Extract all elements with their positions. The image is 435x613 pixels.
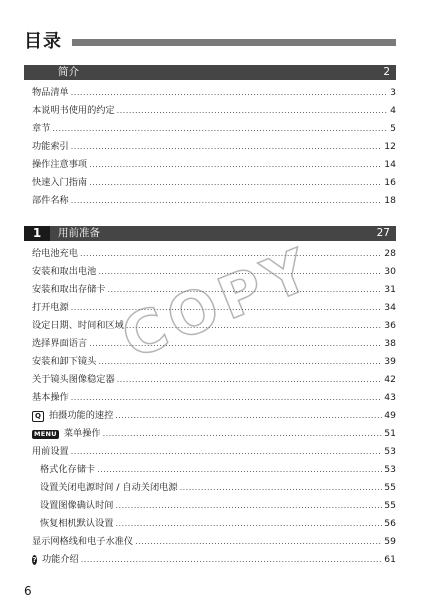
toc-item-label: 本说明书使用的约定: [32, 105, 115, 116]
toc-item[interactable]: [32, 335, 396, 353]
leader-dots: [71, 138, 383, 156]
title-bar-decoration: [72, 39, 396, 46]
leader-dots: [71, 389, 383, 407]
leader-dots: [98, 353, 382, 371]
toc-item[interactable]: [32, 389, 396, 407]
toc-item-label: 选择界面语言: [32, 338, 88, 349]
toc-item-label: 设定日期、时间和区域: [32, 320, 124, 331]
toc-item-page: 34: [384, 302, 396, 313]
quick-control-icon: Q: [32, 411, 44, 422]
toc-item-page: 36: [384, 320, 396, 331]
toc-item[interactable]: [32, 174, 396, 192]
section-title: 用前准备: [58, 227, 100, 239]
section-header-preparation[interactable]: [24, 226, 396, 241]
toc-item-label: 安装和取出存储卡: [32, 284, 106, 295]
leader-dots: [89, 174, 382, 192]
toc-item-page: 43: [384, 392, 396, 403]
toc-item[interactable]: [32, 263, 396, 281]
leader-dots: [80, 245, 382, 263]
leader-dots: [89, 156, 382, 174]
toc-item[interactable]: [32, 102, 396, 120]
toc-item[interactable]: [32, 443, 396, 461]
toc-item-label: 恢复相机默认设置: [40, 518, 114, 529]
toc-item[interactable]: [32, 461, 396, 479]
toc-item-label: 菜单操作: [63, 428, 101, 439]
leader-dots: [116, 497, 383, 515]
leader-dots: [115, 407, 382, 425]
toc-item-page: 59: [384, 536, 396, 547]
toc-item-page: 53: [384, 446, 396, 457]
toc-item-page: 49: [384, 410, 396, 421]
toc-item-page: 51: [384, 428, 396, 439]
toc-item-page: 4: [390, 105, 396, 116]
toc-item-page: 28: [384, 248, 396, 259]
leader-dots: [89, 335, 382, 353]
toc-item-page: 12: [384, 141, 396, 152]
leader-dots: [81, 551, 383, 569]
toc-item-label: 关于镜头图像稳定器: [32, 374, 115, 385]
toc-item[interactable]: [32, 84, 396, 102]
toc-item[interactable]: [32, 281, 396, 299]
toc-item[interactable]: [32, 299, 396, 317]
toc-item[interactable]: [32, 479, 396, 497]
section-page: 27: [376, 227, 390, 239]
toc-item[interactable]: [32, 533, 396, 551]
leader-dots: [116, 515, 383, 533]
leader-dots: [52, 120, 388, 138]
toc-item-label: 安装和取出电池: [32, 266, 97, 277]
toc-item[interactable]: [32, 138, 396, 156]
toc-item-page: 30: [384, 266, 396, 277]
toc-item-label: 设置关闭电源时间 / 自动关闭电源: [40, 482, 178, 493]
toc-item[interactable]: [32, 192, 396, 210]
toc-item[interactable]: [32, 371, 396, 389]
toc-item[interactable]: [32, 353, 396, 371]
leader-dots: [71, 443, 383, 461]
toc-item[interactable]: [32, 317, 396, 335]
leader-dots: [180, 479, 383, 497]
toc-item-page: 61: [384, 554, 396, 565]
toc-item-label: 章节: [32, 123, 51, 134]
toc-item-label: 用前设置: [32, 446, 69, 457]
toc-item[interactable]: [32, 407, 396, 425]
toc-item-page: 38: [384, 338, 396, 349]
help-icon: ?: [32, 556, 37, 564]
toc-item-label: 基本操作: [32, 392, 69, 403]
chapter-number: 1: [24, 226, 50, 241]
toc-item[interactable]: [32, 551, 396, 569]
leader-dots: [71, 299, 383, 317]
toc-item-page: 39: [384, 356, 396, 367]
toc-item-label: 拍摄功能的速控: [48, 410, 114, 421]
toc-item-page: 5: [390, 123, 396, 134]
page-title: 目录: [24, 31, 62, 52]
toc-item-page: 56: [384, 518, 396, 529]
toc-item-label: 部件名称: [32, 195, 69, 206]
toc-item-label: 给电池充电: [32, 248, 78, 259]
leader-dots: [126, 317, 382, 335]
toc-item[interactable]: [32, 425, 396, 443]
section-page: 2: [383, 66, 390, 78]
leader-dots: [103, 425, 383, 443]
toc-item-page: 3: [390, 87, 396, 98]
toc-item-label: 功能索引: [32, 141, 69, 152]
toc-list-introduction: [32, 84, 396, 210]
toc-item-page: 18: [384, 195, 396, 206]
toc-item-page: 31: [384, 284, 396, 295]
toc-item-label: 设置图像确认时间: [40, 500, 114, 511]
leader-dots: [108, 281, 383, 299]
toc-item-page: 55: [384, 482, 396, 493]
toc-item-page: 55: [384, 500, 396, 511]
toc-item-label: 快速入门指南: [32, 177, 88, 188]
leader-dots: [71, 192, 383, 210]
toc-item[interactable]: [32, 120, 396, 138]
toc-item-label: 格式化存储卡: [40, 464, 96, 475]
toc-item[interactable]: [32, 156, 396, 174]
toc-item-page: 14: [384, 159, 396, 170]
leader-dots: [71, 84, 388, 102]
toc-list-preparation: [32, 245, 396, 569]
toc-item-label: 物品清单: [32, 87, 69, 98]
toc-item-label: 打开电源: [32, 302, 69, 313]
leader-dots: [98, 263, 382, 281]
toc-item-label: 操作注意事项: [32, 159, 88, 170]
section-header-introduction[interactable]: [24, 65, 396, 80]
toc-item[interactable]: [32, 515, 396, 533]
toc-item-page: 16: [384, 177, 396, 188]
page-number: 6: [24, 584, 32, 598]
toc-item-page: 53: [384, 464, 396, 475]
toc-item[interactable]: [32, 245, 396, 263]
leader-dots: [117, 102, 388, 120]
toc-item-label: 安装和卸下镜头: [32, 356, 97, 367]
leader-dots: [97, 461, 382, 479]
toc-item-label: 功能介绍: [42, 554, 79, 565]
leader-dots: [135, 533, 382, 551]
section-title: 简介: [58, 66, 79, 78]
toc-item-page: 42: [384, 374, 396, 385]
toc-item[interactable]: [32, 497, 396, 515]
title-row: [24, 30, 396, 54]
leader-dots: [117, 371, 383, 389]
watermark-text: COPY: [112, 233, 324, 373]
menu-icon: MENU: [34, 430, 57, 438]
toc-item-label: 显示网格线和电子水准仪: [32, 536, 134, 547]
